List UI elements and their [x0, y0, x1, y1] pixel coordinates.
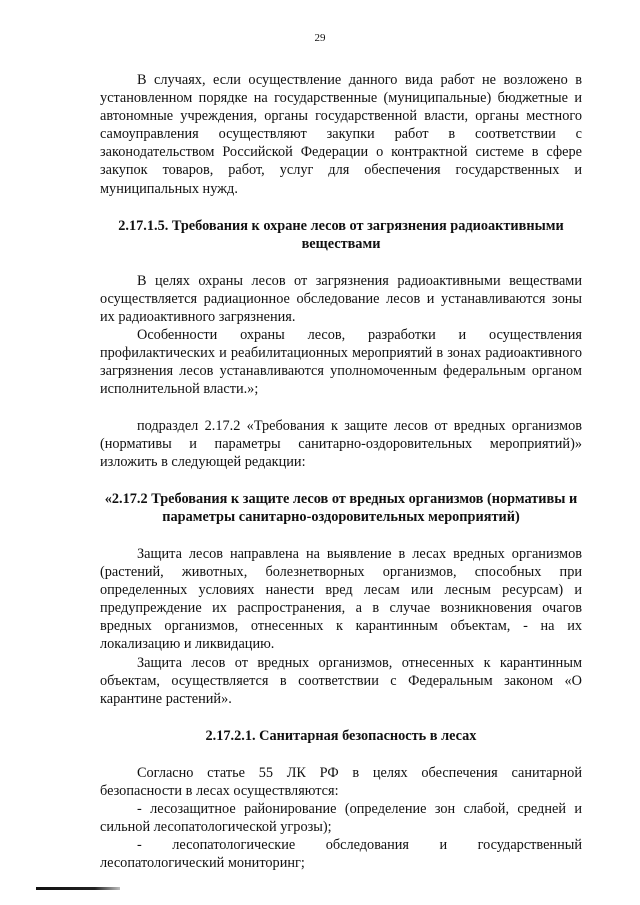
- paragraph-radiation-survey: В целях охраны лесов от загрязнения радиоактивными веществами осуществляется радиационное обследование лесов и устанавливаются зоны их радиоактивного загрязнения.: [100, 272, 582, 326]
- section-heading-sanitary-safety: 2.17.2.1. Санитарная безопасность в лесах: [205, 727, 477, 744]
- section-heading-radioactive: 2.17.1.5. Требования к охране лесов от загрязнения радиоактивными веществами: [118, 217, 564, 252]
- paragraph-procurement: В случаях, если осуществление данного вида работ не возложено в установленном порядке на государственные (муниципальные) бюджетные и автономные учреждения, органы государственной власти, органы местного самоуправления осуществляют закупки работ в соответствии с законодательством Российской Федерации о контрактной системе в сфере закупок товаров, работ, услуг для обеспечения государственных и муниципальных нужд.: [100, 72, 582, 197]
- page-number: 29: [314, 32, 326, 44]
- paragraph-amendment: подраздел 2.17.2 «Требования к защите лесов от вредных организмов (нормативы и параметры санитарно-оздоровительных мероприятий)» изложить в следующей редакции:: [100, 417, 582, 470]
- paragraph-article-55: Согласно статье 55 ЛК РФ в целях обеспечения санитарной безопасности в лесах осуществляются:: [100, 764, 582, 799]
- section-heading-harmful-organisms: «2.17.2 Требования к защите лесов от вредных организмов (нормативы и параметры санитарно-оздоровительных мероприятий): [104, 490, 578, 525]
- list-item-monitoring: - лесопатологические обследования и государственный лесопатологический мониторинг;: [100, 837, 582, 872]
- paragraph-forest-protection: Защита лесов направлена на выявление в лесах вредных организмов (растений, животных, болезнетворных организмов, способных при определенных условиях нанести вред лесам или лесным ресурсам) и предупреждение их распространения, а в случае возникновения очагов вредных организмов, отнесенных к карантинным объектам, - на их локализацию и ликвидацию.: [100, 545, 582, 653]
- paragraph-rehabilitation: Особенности охраны лесов, разработки и осуществления профилактических и реабилитационных мероприятий в зонах радиоактивного загрязнения лесов устанавливаются уполномоченным федеральным органом исполнительной власти.»;: [100, 327, 582, 398]
- scan-edge-mark: [36, 887, 120, 890]
- document-body: [100, 71, 582, 872]
- list-item-zoning: - лесозащитное районирование (определение зон слабой, средней и сильной лесопатологической угрозы);: [100, 801, 582, 836]
- paragraph-quarantine: Защита лесов от вредных организмов, отнесенных к карантинным объектам, осуществляется в соответствии с Федеральным законом «О карантине растений».: [100, 654, 582, 707]
